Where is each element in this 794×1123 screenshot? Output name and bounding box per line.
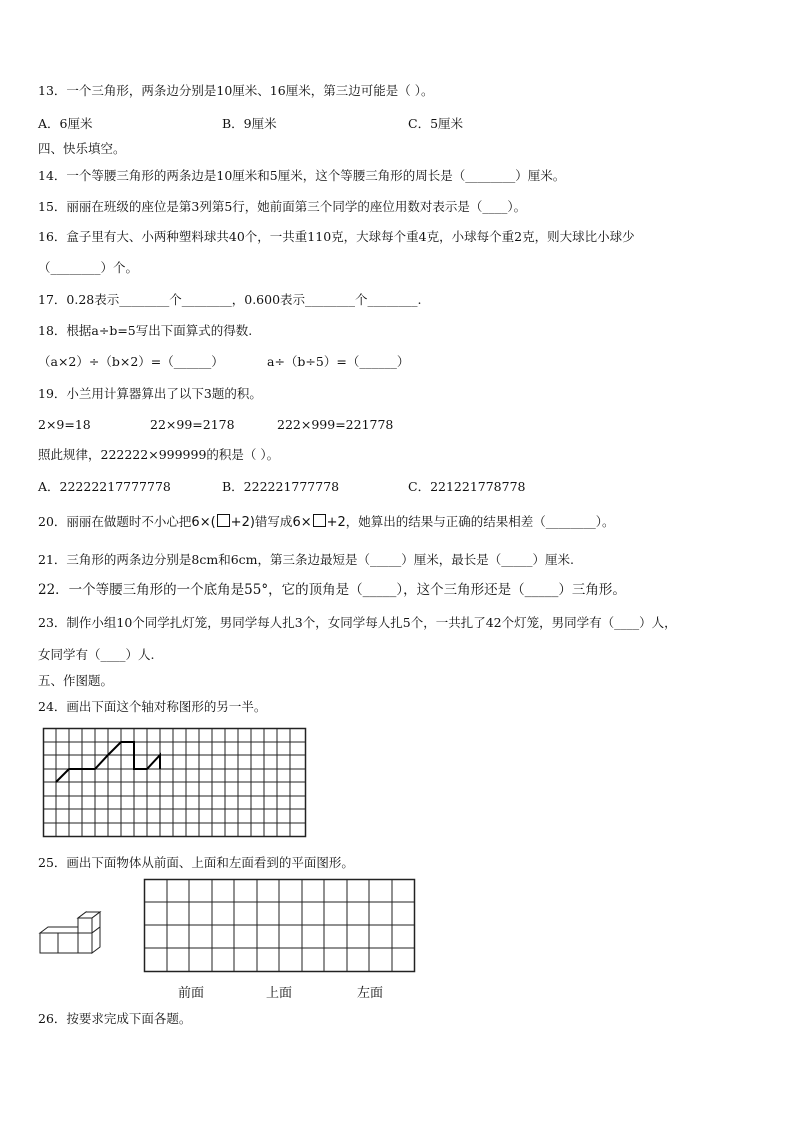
q19-option-b: B．222221777778: [222, 479, 340, 494]
question-26: 26．按要求完成下面各题。: [38, 1011, 192, 1026]
question-18: 18．根据a÷b=5写出下面算式的得数.: [38, 323, 253, 338]
question-14: 14．一个等腰三角形的两条边是10厘米和5厘米，这个等腰三角形的周长是（________）厘米。: [38, 168, 566, 183]
q19-option-c: C．221221778778: [408, 479, 526, 494]
question-13: 13．一个三角形，两条边分别是10厘米、16厘米，第三边可能是（ ）。: [38, 83, 434, 98]
q19-rule: 照此规律，222222×999999的积是（ ）。: [38, 447, 280, 462]
q19-option-a: A．22222217777778: [38, 479, 171, 494]
question-16-line-2: （________）个。: [38, 260, 139, 275]
blank-box-icon: [313, 514, 326, 527]
q18-expression-1: （a×2）÷（b×2）=（______）: [38, 354, 224, 369]
q20-expression-1-start: 6×(: [191, 515, 216, 530]
cube-solid-figure: [38, 908, 108, 958]
q24-grid-figure: [42, 727, 308, 839]
blank-box-icon: [217, 514, 230, 527]
q20-suffix: ，她算出的结果与正确的结果相差（________）。: [345, 514, 615, 529]
caption-top-view: 上面: [266, 986, 293, 1001]
section-4-heading: 四、快乐填空。: [38, 141, 126, 156]
q25-answer-grid: [143, 878, 417, 973]
q20-expression-2: [292, 515, 345, 530]
section-5-heading: 五、作图题。: [38, 673, 114, 688]
grid-lines: [44, 729, 306, 837]
question-19: 19．小兰用计算器算出了以下3题的积。: [38, 386, 262, 401]
question-25: 25．画出下面物体从前面、上面和左面看到的平面图形。: [38, 855, 354, 870]
q20-expression-2-start: 6×: [292, 515, 312, 530]
caption-front-view: 前面: [178, 986, 205, 1001]
question-17: 17．0.28表示________个________，0.600表示________个________.: [38, 292, 422, 307]
q13-option-a: A．6厘米: [38, 116, 93, 131]
question-15: 15．丽丽在班级的座位是第3列第5行，她前面第三个同学的座位用数对表示是（____）。: [38, 199, 527, 214]
q20-middle: 错写成: [254, 514, 293, 529]
q19-equation-3: 222×999=221778: [277, 417, 394, 432]
question-23-line-1: 23．制作小组10个同学扎灯笼，男同学每人扎3个，女同学每人扎5个，一共扎了42个灯笼，男同学有（____）人，: [38, 615, 677, 630]
q19-equation-2: 22×99=2178: [150, 417, 235, 432]
q18-expression-2: a÷（b÷5）=（______）: [267, 354, 410, 369]
q20-expression-1-end: +2): [230, 515, 255, 530]
question-21: 21．三角形的两条边分别是8cm和6cm，第三条边最短是（_____）厘米，最长是（_____）厘米.: [38, 552, 574, 567]
q13-option-c: C．5厘米: [408, 116, 464, 131]
caption-left-view: 左面: [357, 986, 384, 1001]
question-23-line-2: 女同学有（____）人.: [38, 647, 155, 662]
question-22: 22．一个等腰三角形的一个底角是55°，它的顶角是（_____），这个三角形还是（_____）三角形。: [38, 582, 626, 598]
q20-prefix: 20．丽丽在做题时不小心把: [38, 514, 192, 529]
question-24: 24．画出下面这个轴对称图形的另一半。: [38, 699, 267, 714]
q20-expression-2-end: +2: [326, 515, 346, 530]
q20-expression-1: [191, 515, 255, 530]
q19-equation-1: 2×9=18: [38, 417, 91, 432]
question-20: [38, 514, 615, 531]
question-16-line-1: 16．盒子里有大、小两种塑料球共40个，一共重110克，大球每个重4克，小球每个重2克，则大球比小球少: [38, 229, 635, 244]
q13-option-b: B．9厘米: [222, 116, 277, 131]
